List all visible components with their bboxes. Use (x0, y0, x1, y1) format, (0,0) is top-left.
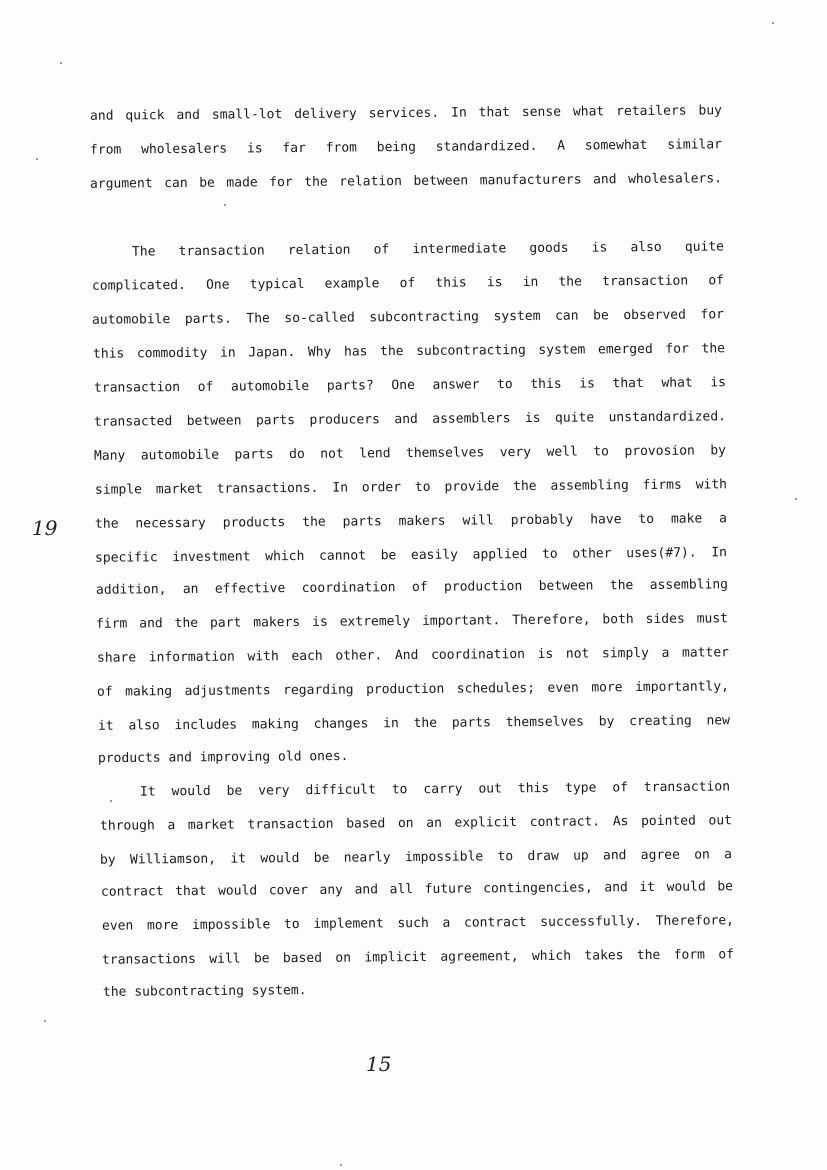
text-line: the necessary products the parts makers will probably have to make a (94, 511, 728, 532)
text-line: contract that would cover any and all future contingencies, and it would be (100, 879, 734, 900)
text-line: addition, an effective coordination of production between the assembling (95, 577, 729, 598)
scan-speck (110, 800, 112, 802)
scan-speck (772, 22, 774, 24)
text-line: argument can be made for the relation between manufacturers and wholesalers. (89, 171, 723, 192)
text-line: by Williamson, it would be nearly impossible to draw up and agree on a (99, 847, 733, 868)
text-line: through a market transaction based on an explicit contract. As pointed out (99, 813, 733, 834)
text-line: it also includes making changes in the parts themselves by creating new (97, 713, 731, 734)
scan-speck (44, 1020, 46, 1022)
scan-speck (795, 498, 797, 500)
text-line: specific investment which cannot be easily applied to other uses(#7). In (94, 545, 728, 566)
text-line: even more impossible to implement such a contract successfully. Therefore, (101, 913, 735, 934)
text-line: simple market transactions. In order to provide the assembling firms with (94, 477, 728, 498)
text-line: firm and the part makers is extremely important. Therefore, both sides must (95, 611, 729, 632)
text-line: and quick and small-lot delivery services. In that sense what retailers buy (89, 103, 723, 124)
text-line: automobile parts. The so-called subcontracting system can be observed for (91, 307, 725, 328)
text-line: complicated. One typical example of this is in the transaction of (91, 273, 725, 294)
scan-speck (224, 204, 226, 206)
text-line: transaction of automobile parts? One answer to this is that what is (93, 375, 727, 396)
scan-speck (60, 62, 62, 64)
text-line: transacted between parts producers and assemblers is quite unstandardized. (93, 409, 727, 430)
scan-speck (36, 158, 38, 160)
text-line: of making adjustments regarding production schedules; even more importantly, (96, 679, 730, 700)
text-line: share information with each other. And coordination is not simply a matter (96, 645, 730, 666)
handwritten-page-number: 15 (366, 1052, 392, 1076)
text-line: It would be very difficult to carry out this type of transaction (139, 779, 731, 800)
text-line: from wholesalers is far from being standardized. A somewhat similar (89, 137, 723, 158)
text-line: this commodity in Japan. Why has the subcontracting system emerged for the (92, 341, 726, 362)
text-line: Many automobile parts do not lend themselves very well to provosion by (93, 443, 727, 464)
text-line: products and improving old ones. (97, 748, 349, 767)
text-line: The transaction relation of intermediate goods is also quite (131, 239, 725, 260)
text-line: transactions will be based on implicit agreement, which takes the form of (101, 947, 735, 968)
handwritten-margin-note: 19 (32, 516, 58, 540)
scan-speck (340, 1164, 342, 1166)
text-line: the subcontracting system. (102, 983, 307, 1000)
